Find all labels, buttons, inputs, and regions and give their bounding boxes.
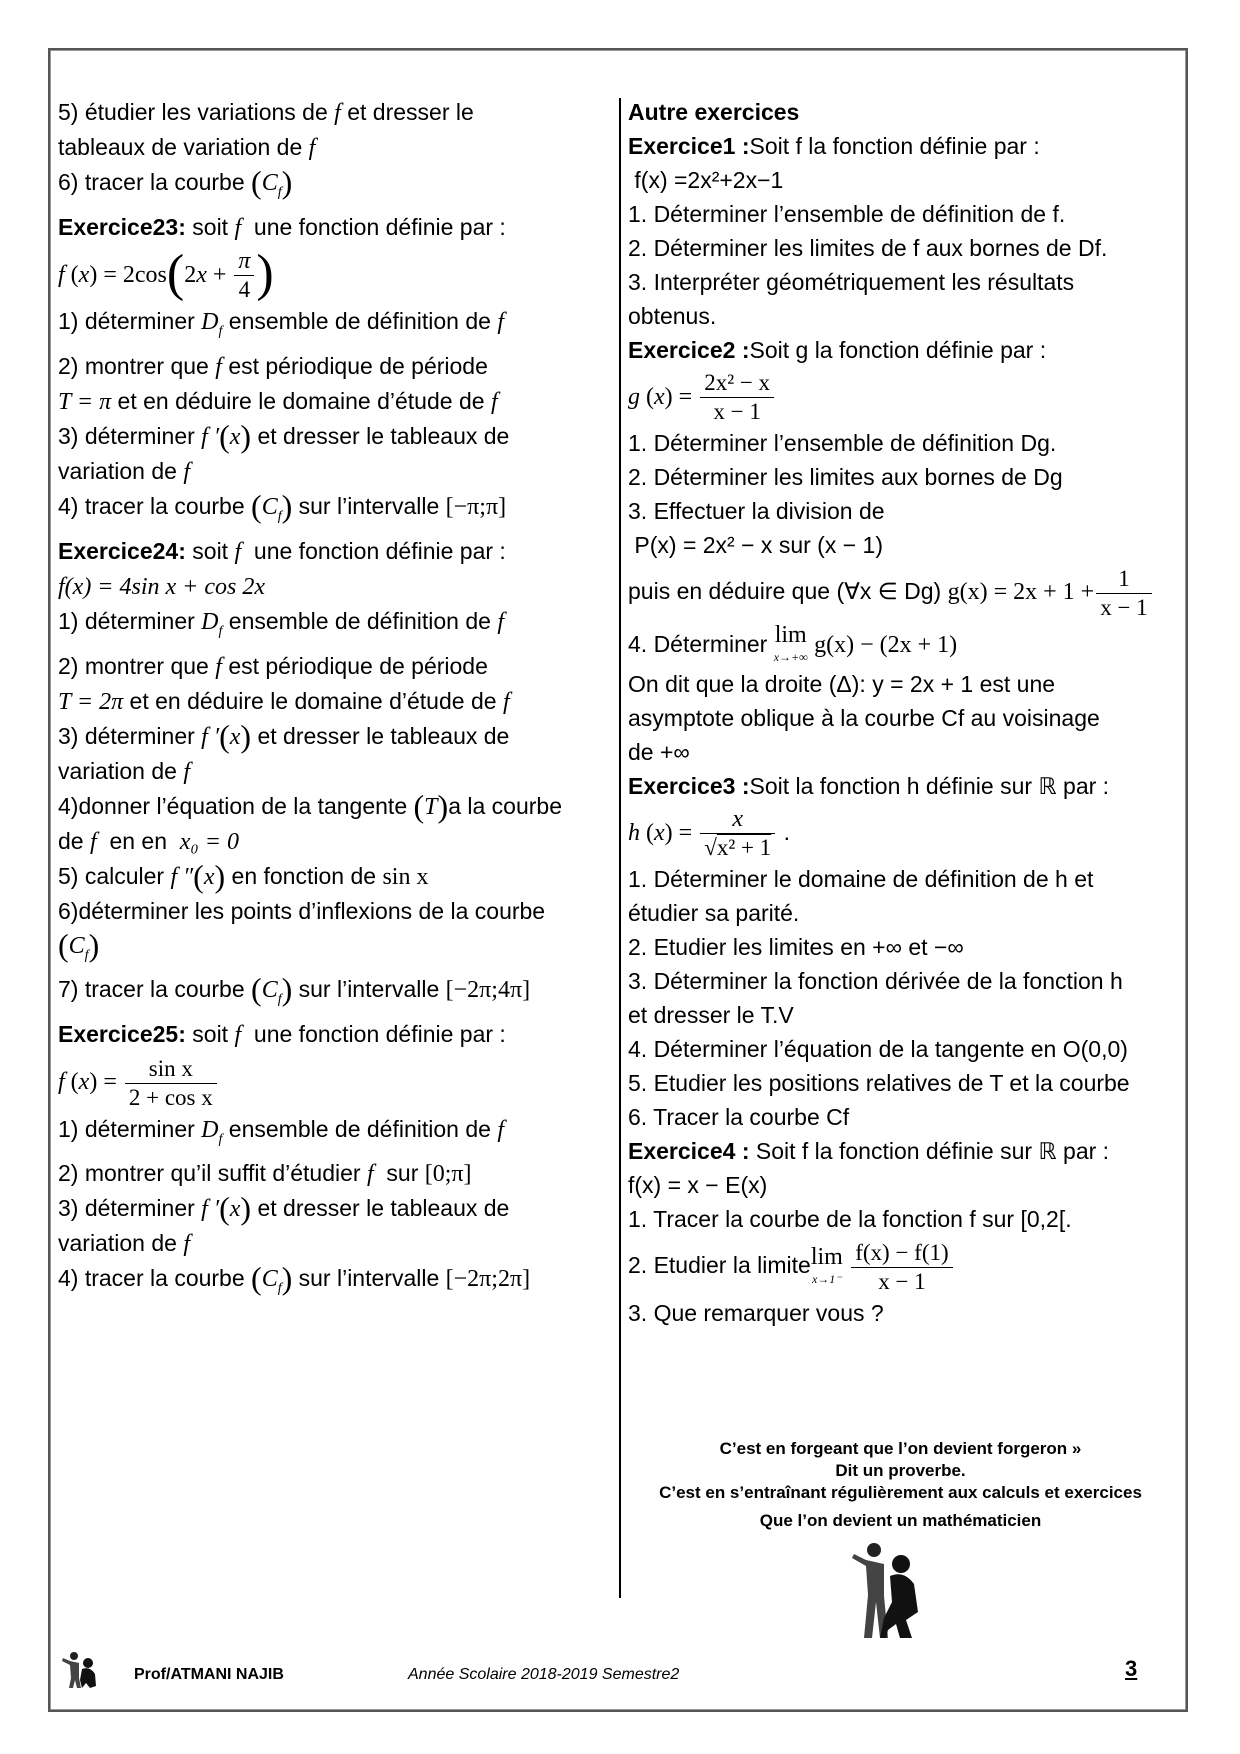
footer-year: Année Scolaire 2018-2019 Semestre2: [408, 1666, 680, 1683]
footer-author: Prof/ATMANI NAJIB: [134, 1666, 284, 1683]
exercise-4: Exercice4 : Soit f la fonction définie sur ℝ par :: [628, 1138, 1110, 1165]
exercise-25: Exercice25: soit f une fonction définie par :: [58, 1021, 506, 1049]
left-column: 5) étudier les variations de f et dresser le tableaux de variation de f 6) tracer la courbe $(C_f)$ Exercice23: soit f une fonction définie par : f (x) = 2cos(2x + $\frac{\pi}{4}$ ) 1) déterminer $D_f$ ensemble de définition de f 2) montrer que f est périodique de période T = π et en déduire le domaine d’étude de f 3) déterminer f ′(x) et dresser le tableaux de variation de f 4) tracer la courbe $(C_f)$ sur l’intervalle [−π;π] Exercice24: soit f une fonction définie par : f(x) = 4sin x + cos 2x 1) déterminer $D_f$ ensemble de définition de f 2) montrer que f est périodique de période T = 2π et en déduire le domaine d’étude de f 3) déterminer f ′(x) et dresser le tableaux de variation de f 4)donner l’équation de la tangente (T)a la courbe de f en en x₀ = 0 5) calculer f ″(x) en fonction de sin x 6)déterminer les points d’inflexions de la courbe $(C_f)$ 7) tracer la courbe $(C_f)$ sur l’intervalle [−2π;4π] Exercice25: soit f une fonction définie par : f (x) = $\frac{\text{sin x}}{\text{2 + cos x}}$ 1) déterminer $D_f$ ensemble de définition de f 2) montrer qu’il suffit d’étudier f sur [0;π] 3) déterminer f ′(x) et dresser le tableaux de variation de f 4) tracer la courbe $(C_f)$ sur l’intervalle [−2π;2π]: [58, 95, 623, 1306]
proverb-quote: C’est en forgeant que l’on devient forgeron » Dit un proverbe. C’est en s’entraînant régulièrement aux calculs et exercices Que l’on devient un mathématicien: [659, 1439, 1142, 1530]
section-heading: Autre exercices: [628, 99, 800, 125]
exercise-1: Exercice1 :Soit f la fonction définie par :: [628, 133, 1040, 159]
teacher-student-figure: [846, 1540, 926, 1642]
exercise-2: Exercice2 :Soit g la fonction définie par :: [628, 337, 1047, 363]
exercise-23: Exercice23: soit f une fonction définie par :: [58, 213, 506, 241]
right-column: Autre exercices Exercice1 :Soit f la fonction définie par : f(x) =2x²+2x−1 1. Déterminer l’ensemble de définition de f. 2. Déterminer les limites de f aux bornes de Df. 3. Interpréter géométriquement les résultats obtenus. Exercice2 :Soit g la fonction définie par : g (x) = $\frac{\text{2x² − x}}{x - 1}$ 1. Déterminer l’ensemble de définition Dg. 2. Déterminer les limites aux bornes de Dg 3. Effectuer la division de P(x) = 2x² − x sur (x − 1) puis en déduire que (∀x ∈ Dg) g(x) = 2x + 1 + $\frac{1}{x - 1}$ 4. Déterminer lim x→+∞ g(x) − (2x + 1) On dit que la droite (Δ): y = 2x + 1 est une asymptote oblique à la courbe Cf au voisinage de +∞ Exercice3 :Soit la fonction h définie sur ℝ par : h (x) = $\frac{x}{\text{√x² + 1}}$ . 1. Déterminer le domaine de définition de h et étudier sa parité. 2. Etudier les limites en +∞ et −∞ 3. Déterminer la fonction dérivée de la fonction h et dresser le T.V 4. Déterminer l’équation de la tangente en O(0,0) 5. Etudier les positions relatives de T et la courbe 6. Tracer la courbe Cf Exercice4 : Soit f la fonction définie sur ℝ par : f(x) = x − E(x) 1. Tracer la courbe de la fonction f sur [0,2[. 2. Etudier la limitelim x→1⁻ $\frac{f(x) - f(1)}{x - 1}$ 3. Que remarquer vous ?: [628, 95, 1173, 1330]
exercise-24: Exercice24: soit f une fonction définie par :: [58, 537, 506, 565]
exercise-3: Exercice3 :Soit la fonction h définie sur ℝ par :: [628, 772, 1110, 799]
footer-logo-figure: [60, 1650, 100, 1690]
page-number: 3: [1125, 1656, 1138, 1681]
